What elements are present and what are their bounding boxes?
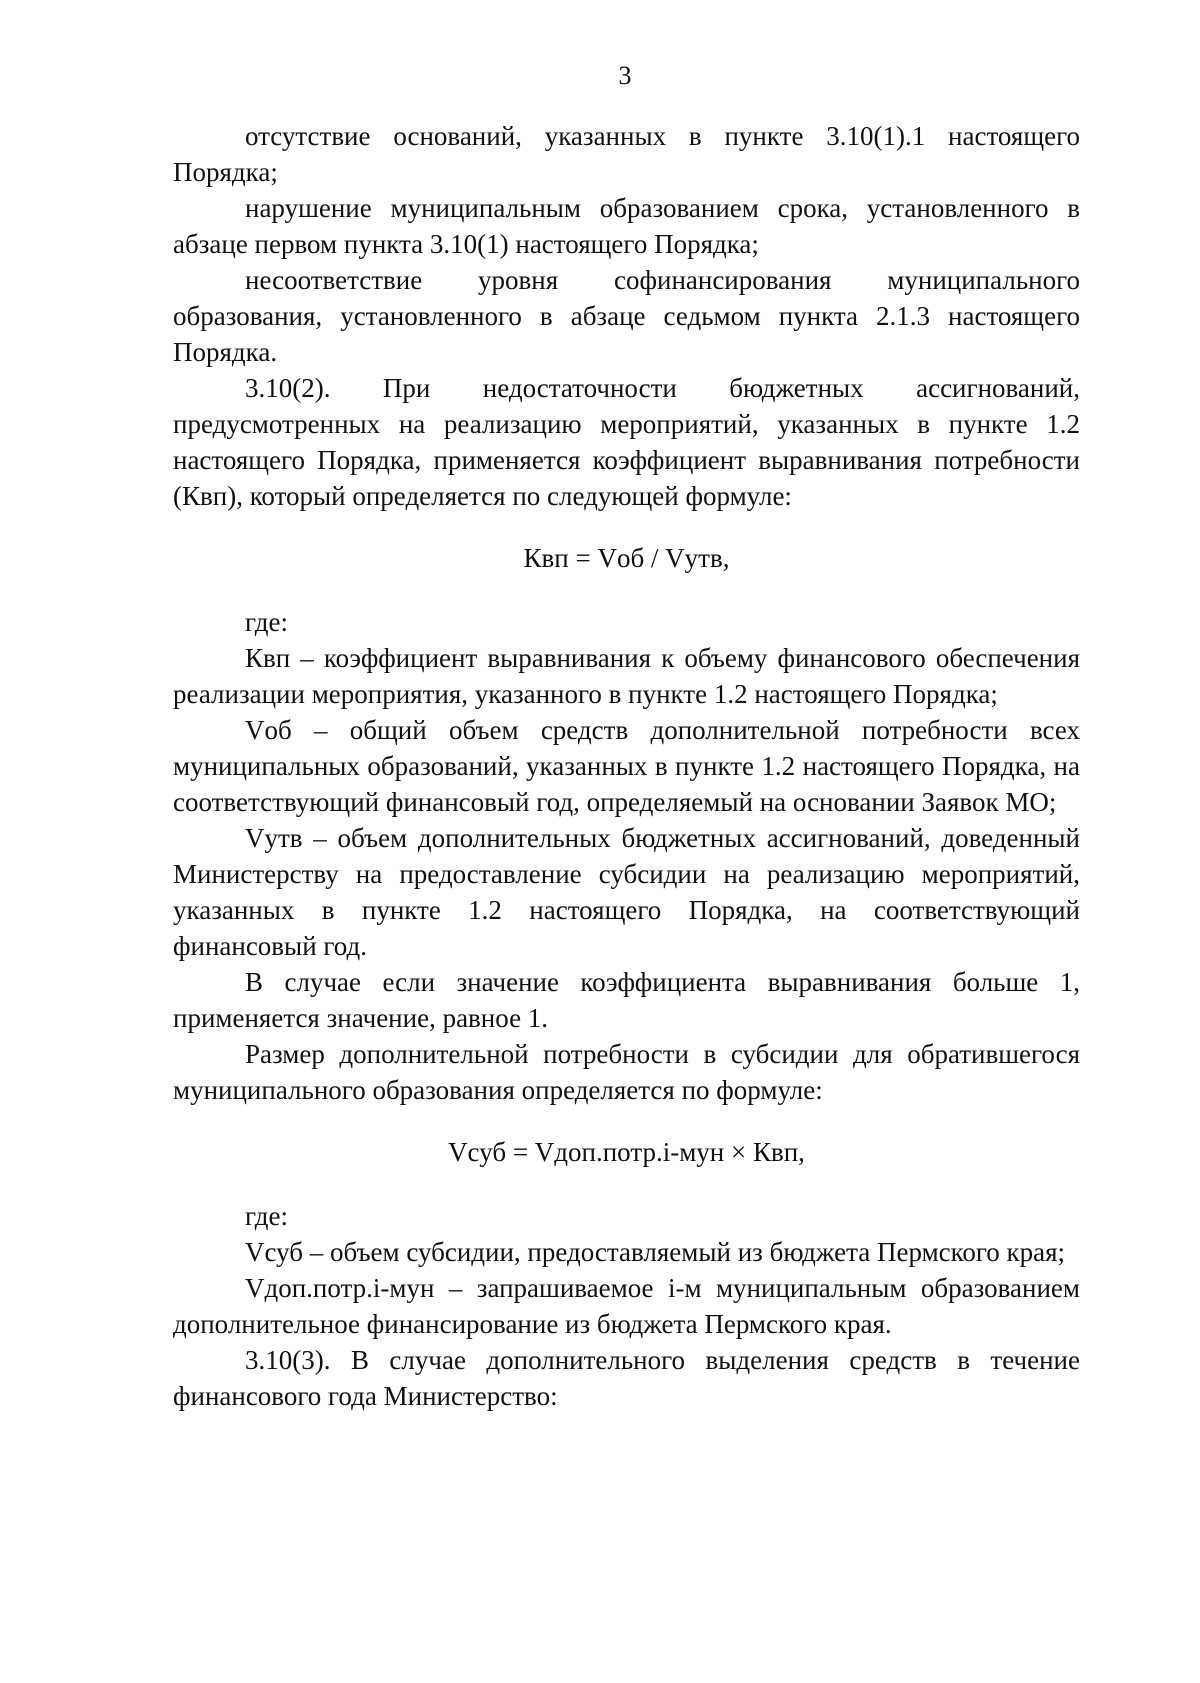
where-label-2: где: (245, 1201, 288, 1231)
formula-vsub: Vсуб = Vдоп.потр.i-мун × Квп, (448, 1137, 805, 1167)
definition-kvp: Квп – коэффициент выравнивания к объему финансового обеспечения реализации мероприятия, указанного в пункте 1.2 настоящего Порядка; (173, 643, 1080, 709)
where-label: где: (245, 607, 288, 637)
paragraph-deadline-violation: нарушение муниципальным образованием срока, установленного в абзаце первом пункта 3.10(1) настоящего Порядка; (173, 193, 1080, 259)
paragraph-grounds-absence: отсутствие оснований, указанных в пункте 3.10(1).1 настоящего Порядка; (173, 121, 1080, 187)
definition-vutv: Vутв – объем дополнительных бюджетных ассигнований, доведенный Министерству на предоставление субсидии на реализацию мероприятий, указанных в пункте 1.2 настоящего Порядка, на соответствующий финансовый год. (173, 823, 1080, 961)
paragraph-subsidy-size: Размер дополнительной потребности в субсидии для обратившегося муниципального образования определяется по формуле: (173, 1039, 1080, 1105)
definition-vob: Vоб – общий объем средств дополнительной потребности всех муниципальных образований, указанных в пункте 1.2 настоящего Порядка, на соответствующий финансовый год, определяемый на основании Заявок МО; (173, 715, 1080, 817)
paragraph-coefficient-cap: В случае если значение коэффициента выравнивания больше 1, применяется значение, равное 1. (173, 967, 1080, 1033)
formula-kvp: Квп = Vоб / Vутв, (523, 543, 730, 573)
paragraph-3-10-3: 3.10(3). В случае дополнительного выделения средств в течение финансового года Министерство: (173, 1345, 1080, 1411)
definition-vsub: Vсуб – объем субсидии, предоставляемый из бюджета Пермского края; (245, 1237, 1066, 1267)
document-body (173, 118, 1080, 1414)
paragraph-3-10-2: 3.10(2). При недостаточности бюджетных ассигнований, предусмотренных на реализацию мероприятий, указанных в пункте 1.2 настоящего Порядка, применяется коэффициент выравнивания потребности (Квп), который определяется по следующей формуле: (173, 373, 1080, 511)
paragraph-cofinancing-mismatch: несоответствие уровня софинансирования муниципального образования, установленного в абзаце седьмом пункта 2.1.3 настоящего Порядка. (173, 265, 1080, 367)
definition-vdop: Vдоп.потр.i-мун – запрашиваемое i-м муниципальным образованием дополнительное финансирование из бюджета Пермского края. (173, 1273, 1080, 1339)
page-number: 3 (618, 61, 632, 90)
